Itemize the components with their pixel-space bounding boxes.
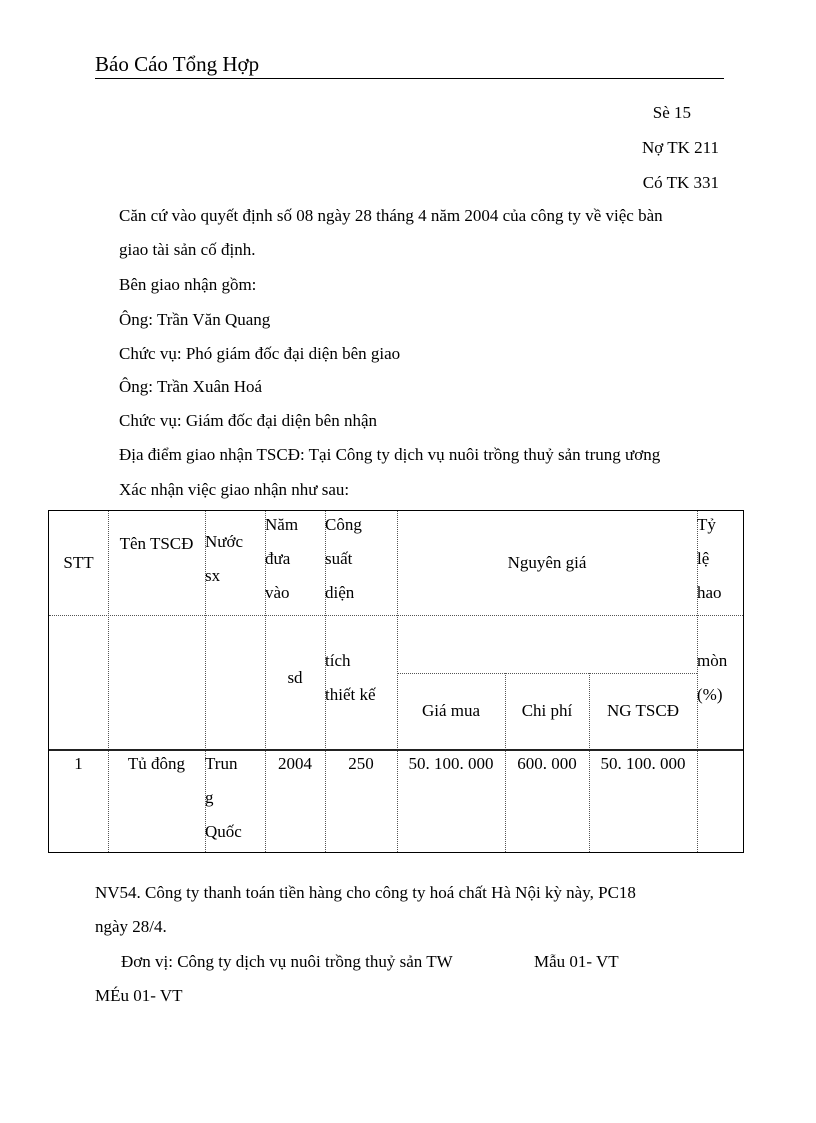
col-header-price-buy: Giá mua (421, 701, 481, 720)
col-header-year-line: Năm (265, 515, 299, 534)
col-header-depr-line: mòn (697, 651, 728, 670)
debit-account: Nợ TK 211 (642, 138, 719, 157)
nv-line: ngày 28/4. (95, 917, 167, 936)
voucher-number: Sè 15 (652, 103, 691, 122)
page-header-title: Báo Cáo Tổng Hợp (95, 52, 260, 76)
col-header-year-line: đưa (265, 549, 291, 568)
form-label: Mẫu 01- VT (534, 952, 619, 971)
col-header-capacity-line: tích (325, 651, 351, 670)
col-header-depr-line: Tỷ (697, 515, 716, 534)
col-header-year-line: vào (265, 583, 290, 602)
col-header-year-line: sd (287, 668, 303, 687)
col-header-depr-cont (697, 644, 743, 712)
col-header-capacity-line: diện (325, 583, 355, 602)
row-year: 2004 (278, 754, 312, 773)
row-name: Tủ đông (127, 754, 186, 773)
col-header-country (205, 525, 265, 593)
credit-account: Có TK 331 (642, 173, 719, 192)
body-line: Ông: Trần Văn Quang (119, 310, 271, 329)
col-header-country-line: Nước (205, 532, 244, 551)
col-header-cost: Chi phí (521, 701, 573, 720)
col-header-depr (697, 508, 743, 610)
body-line: Chức vụ: Giám đốc đại diện bên nhận (119, 411, 378, 430)
col-header-original-price: Nguyên giá (507, 553, 587, 572)
col-header-depr-line: (%) (697, 685, 723, 704)
col-header-year (265, 508, 325, 610)
body-line: Ông: Trần Xuân Hoá (119, 377, 263, 396)
nv-line: NV54. Công ty thanh toán tiền hàng cho công ty hoá chất Hà Nội kỳ này, PC18 (95, 883, 636, 902)
unit-label: Đơn vị: Công ty dịch vụ nuôi trồng thuỷ sản TW (121, 952, 453, 971)
body-line: Căn cứ vào quyết định số 08 ngày 28 tháng 4 năm 2004 của công ty về việc bàn (119, 206, 663, 225)
col-header-name: Tên TSCĐ (119, 534, 194, 553)
row-country (205, 747, 265, 849)
col-header-capacity-line: suất (325, 549, 353, 568)
table-divider (108, 511, 109, 852)
row-country-line: Quốc (205, 822, 242, 841)
row-cost: 600. 000 (517, 754, 577, 773)
col-header-stt: STT (63, 553, 94, 572)
row-price-buy: 50. 100. 000 (408, 754, 494, 773)
col-header-capacity-cont (325, 644, 397, 712)
header-divider (95, 78, 724, 79)
col-header-capacity-line: thiết kế (325, 685, 376, 704)
col-header-depr-line: hao (697, 583, 722, 602)
row-capacity: 250 (348, 754, 374, 773)
table-divider (49, 615, 743, 616)
col-header-ng-tscd: NG TSCĐ (607, 701, 679, 720)
form-label-alt: MÉu 01- VT (95, 986, 183, 1005)
row-country-line: g (205, 788, 214, 807)
row-country-line: Trun (205, 754, 238, 773)
col-header-capacity-line: Công (325, 515, 362, 534)
body-line: Chức vụ: Phó giám đốc đại diện bên giao (119, 344, 401, 363)
row-ng-tscd: 50. 100. 000 (600, 754, 686, 773)
row-stt: 1 (74, 754, 83, 773)
asset-handover-table (48, 510, 744, 853)
col-header-country-line: sx (205, 566, 221, 585)
col-header-capacity (325, 508, 397, 610)
body-line: Xác nhận việc giao nhận như sau: (119, 480, 350, 499)
body-line: Bên giao nhận gồm: (119, 275, 257, 294)
body-line: giao tài sản cố định. (119, 240, 256, 259)
body-line: Địa điểm giao nhận TSCĐ: Tại Công ty dịch vụ nuôi trồng thuỷ sản trung ương (119, 445, 661, 464)
col-header-depr-line: lệ (697, 549, 710, 568)
